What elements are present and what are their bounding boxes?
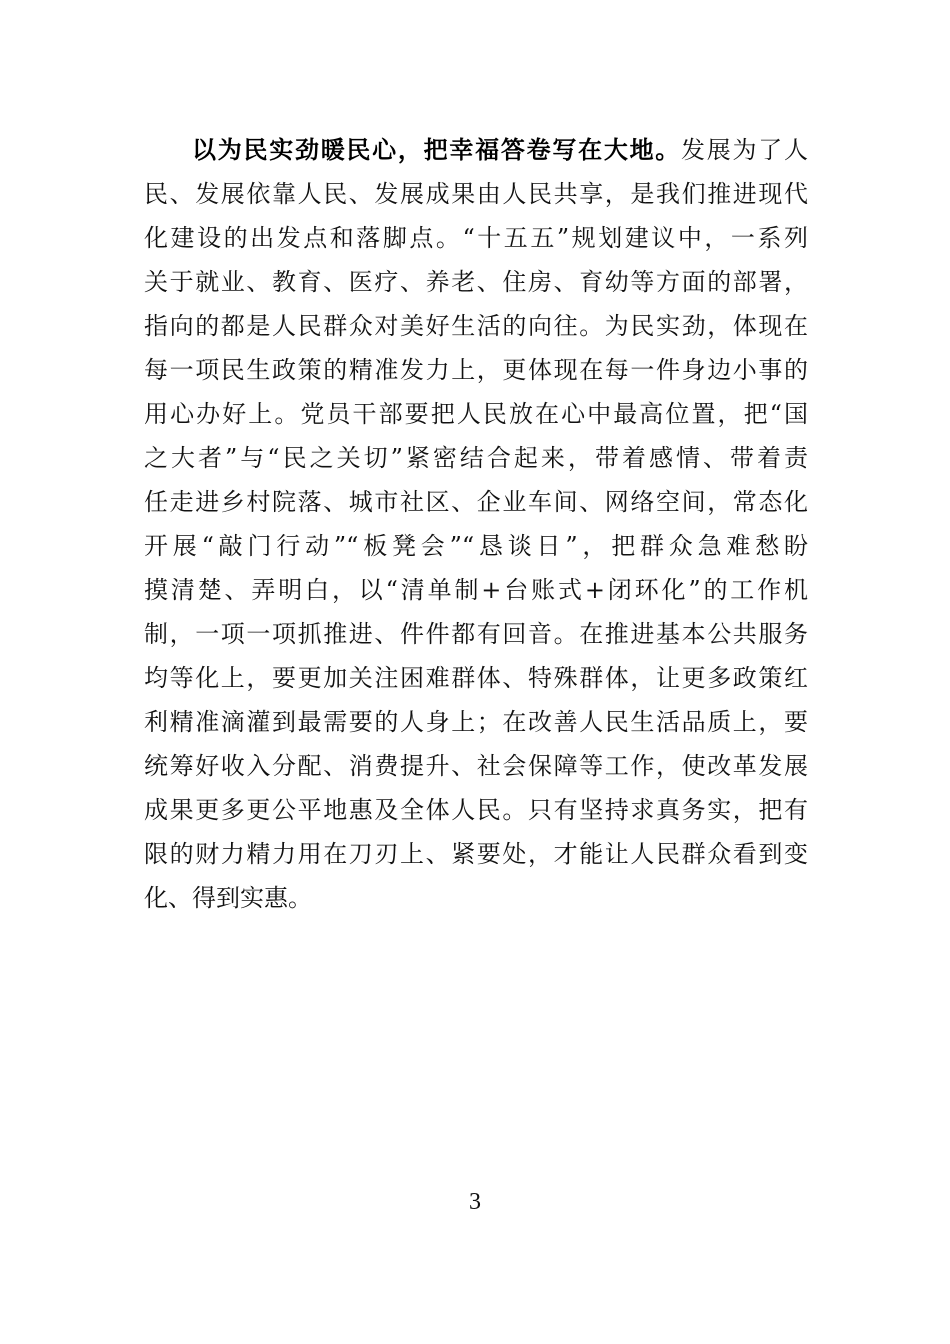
paragraph-line-text: 发展为了人 — [681, 136, 809, 164]
paragraph-line: 摸清楚、弄明白，以“清单制+台账式+闭环化”的工作机 — [144, 576, 808, 604]
page-number: 3 — [469, 1189, 481, 1215]
paragraph-line: 统筹好收入分配、消费提升、社会保障等工作，使改革发展 — [144, 752, 808, 780]
paragraph-line: 民、发展依靠人民、发展成果由人民共享，是我们推进现代 — [144, 180, 808, 208]
paragraph-line: 之大者”与“民之关切”紧密结合起来，带着感情、带着责 — [144, 444, 808, 472]
paragraph-line: 化建设的出发点和落脚点。“十五五”规划建议中，一系列 — [144, 224, 808, 252]
paragraph-line: 任走进乡村院落、城市社区、企业车间、网络空间，常态化 — [144, 488, 808, 516]
paragraph-line: 关于就业、教育、医疗、养老、住房、育幼等方面的部署， — [144, 268, 808, 296]
paragraph-line: 开展“敲门行动”“板凳会”“恳谈日”，把群众急难愁盼 — [144, 532, 808, 560]
paragraph-line: 制，一项一项抓推进、件件都有回音。在推进基本公共服务 — [144, 620, 808, 648]
paragraph-line: 指向的都是人民群众对美好生活的向往。为民实劲，体现在 — [144, 312, 808, 340]
paragraph-line-last: 化、得到实惠。 — [144, 884, 312, 912]
paragraph-line-1 — [144, 128, 808, 172]
paragraph-line: 每一项民生政策的精准发力上，更体现在每一件身边小事的 — [144, 356, 808, 384]
body-paragraph — [144, 128, 808, 920]
paragraph-lead-sentence: 以为民实劲暖民心，把幸福答卷写在大地。 — [192, 136, 682, 164]
paragraph-line: 成果更多更公平地惠及全体人民。只有坚持求真务实，把有 — [144, 796, 808, 824]
paragraph-line: 限的财力精力用在刀刃上、紧要处，才能让人民群众看到变 — [144, 840, 808, 868]
paragraph-line: 利精准滴灌到最需要的人身上；在改善人民生活品质上，要 — [144, 708, 808, 736]
paragraph-line: 用心办好上。党员干部要把人民放在心中最高位置，把“国 — [144, 400, 808, 428]
paragraph-line: 均等化上，要更加关注困难群体、特殊群体，让更多政策红 — [144, 664, 808, 692]
